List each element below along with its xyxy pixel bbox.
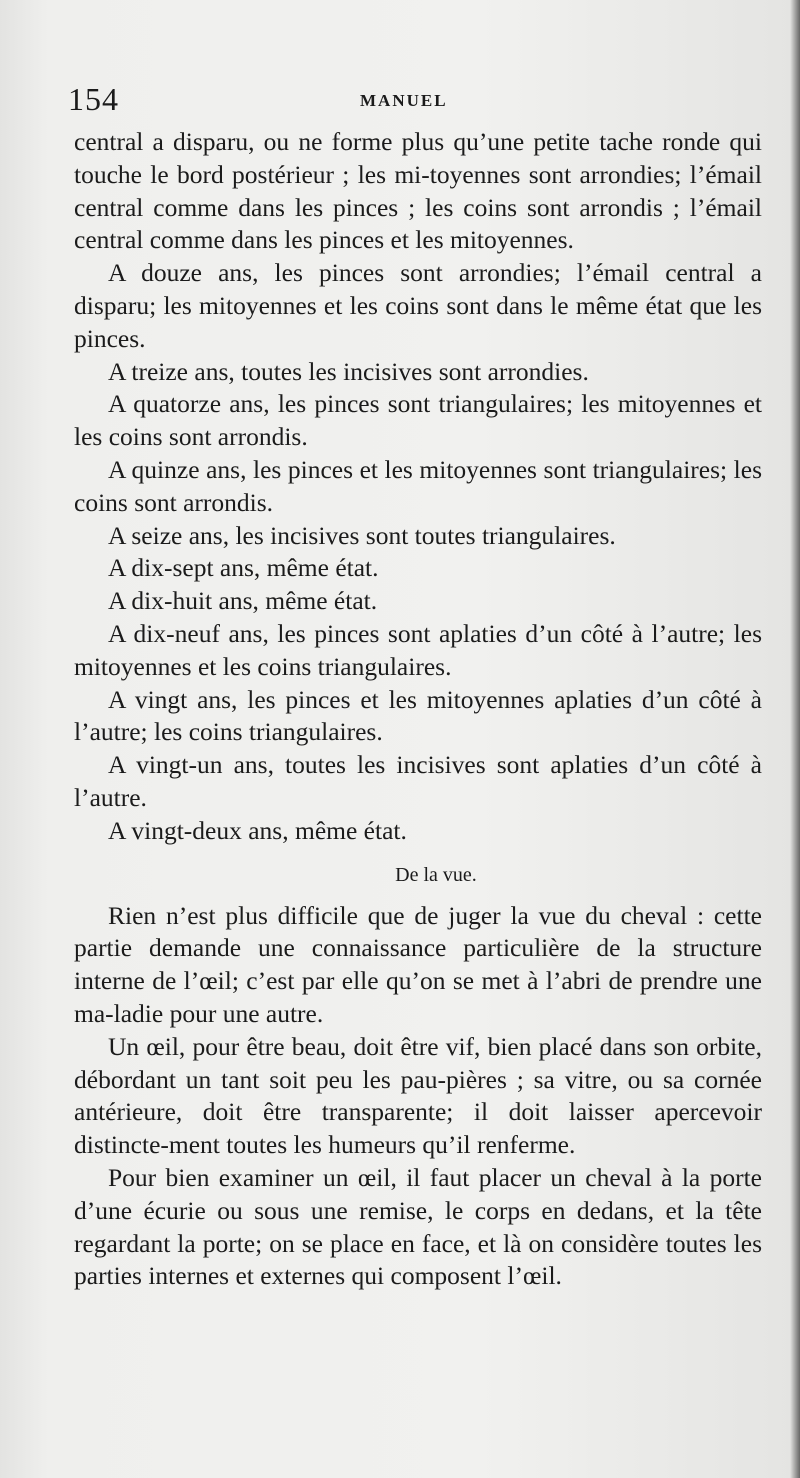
paragraph: Rien n’est plus difficile que de juger la vue du cheval : cette partie demande une connaissance particulière de la structure interne de l’œil; c’est par elle qu’on se met à l’abri de prendre une ma-ladie pour une autre.	[74, 900, 762, 1028]
body-text	[74, 126, 762, 1293]
paragraph: central a disparu, ou ne forme plus qu’une petite tache ronde qui touche le bord postérieur ; les mi-toyennes sont arrondies; l’émail central comme dans les pinces ; les coins sont arrondis ; l’émail central comme dans les pinces et les mitoyennes.	[74, 127, 762, 255]
paragraph: A quatorze ans, les pinces sont triangulaires; les mitoyennes et les coins sont arrondis.	[74, 389, 762, 452]
running-head: MANUEL	[360, 91, 448, 110]
paragraph: A vingt ans, les pinces et les mitoyennes aplaties d’un côté à l’autre; les coins triangulaires.	[74, 684, 762, 747]
paragraph: Un œil, pour être beau, doit être vif, bien placé dans son orbite, débordant un tant soit peu les pau-pières ; sa vitre, ou sa cornée antérieure, doit être transparente; il doit laisser apercevoir distincte-ment toutes les humeurs qu’il renferme.	[74, 1031, 762, 1160]
page-header	[68, 76, 760, 122]
paragraph: A vingt-deux ans, même état.	[108, 815, 407, 845]
paragraph: A quinze ans, les pinces et les mitoyennes sont triangulaires; les coins sont arrondis.	[74, 454, 762, 517]
paragraph: A seize ans, les incisives sont toutes triangulaires.	[108, 520, 616, 550]
paragraph: A douze ans, les pinces sont arrondies; l’émail central a disparu; les mitoyennes et les coins sont dans le même état que les pinces.	[74, 258, 762, 353]
page-number: 154	[68, 81, 119, 117]
page-gutter-shadow	[790, 0, 800, 1478]
paragraph: A dix-sept ans, même état.	[108, 553, 379, 583]
section-title: De la vue.	[395, 863, 477, 886]
paragraph: A dix-neuf ans, les pinces sont aplaties d’un côté à l’autre; les mitoyennes et les coins triangulaires.	[74, 618, 762, 681]
paragraph: A treize ans, toutes les incisives sont arrondies.	[108, 356, 589, 386]
paragraph: A dix-huit ans, même état.	[108, 586, 378, 616]
paragraph: A vingt-un ans, toutes les incisives sont aplaties d’un côté à l’autre.	[74, 750, 762, 812]
paragraph: Pour bien examiner un œil, il faut placer un cheval à la porte d’une écurie ou sous une remise, le corps en dedans, et la tête regardant la porte; on se place en face, et là on considère toutes les parties internes et externes qui composent l’œil.	[74, 1162, 762, 1291]
